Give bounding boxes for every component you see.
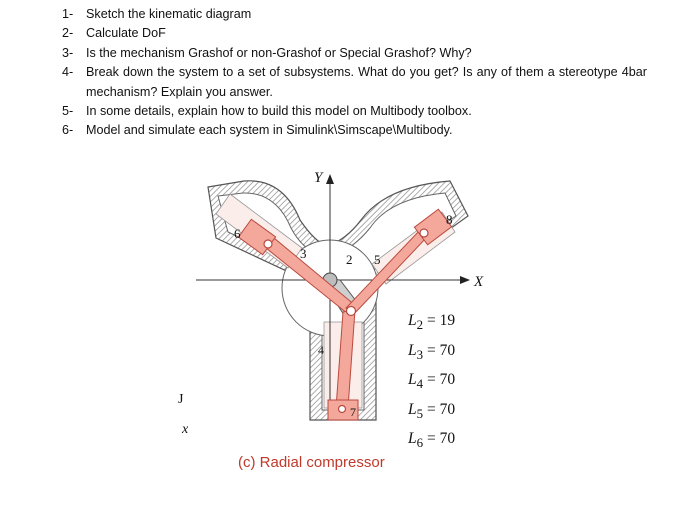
question-text: Break down the system to a set of subsystems. What do you get? Is any of them a stereotype 4bar mechanism? Explain you answer. [86,65,647,99]
y-axis-arrow [326,174,334,184]
question-number: 6- [62,123,74,138]
dim-value: = 70 [423,371,456,389]
question-list [62,5,647,141]
dim-subscript: 4 [416,376,424,392]
question-item [62,121,647,140]
link-label-4: 4 [318,343,324,357]
dimension-item [408,397,455,427]
link-label-3: 3 [300,246,307,261]
dimension-item [408,308,455,338]
dim-symbol: L [408,400,417,418]
dimension-item [408,338,455,368]
question-item [62,5,647,24]
dim-symbol: L [408,371,417,389]
question-text: Model and simulate each system in Simulink\Simscape\Multibody. [86,123,453,138]
dim-value: = 70 [423,341,456,359]
link-label-6: 6 [234,226,241,241]
question-text: Sketch the kinematic diagram [86,7,252,21]
question-item [62,24,647,43]
pin-joint [264,240,272,248]
dim-symbol: L [408,312,417,329]
question-number: 4- [62,65,74,80]
dim-symbol: L [408,430,417,448]
link-label-7: 7 [350,405,356,419]
pin-joint [339,406,346,413]
question-number: 5- [62,104,74,119]
dim-subscript: 6 [416,435,424,451]
question-number: 2- [62,26,74,41]
dimension-item [408,367,455,397]
dim-value: = 70 [423,430,456,448]
question-item [62,102,647,121]
side-x-mark: x [182,422,189,437]
y-axis-label: Y [314,170,323,186]
link-label-5: 5 [374,252,381,267]
dimension-list [408,308,455,456]
pin-joint [420,229,428,237]
dim-subscript: 2 [416,317,424,333]
side-bracket-mark: J [178,392,184,407]
x-axis-arrow [460,276,470,284]
dim-symbol: L [408,341,417,359]
question-text: Is the mechanism Grashof or non-Grashof or Special Grashof? Why? [86,45,472,60]
dim-subscript: 3 [416,346,424,362]
question-item [62,63,647,102]
question-text: In some details, explain how to build this model on Multibody toolbox. [86,104,472,119]
dim-value: = 19 [423,312,456,329]
dim-value: = 70 [423,400,456,418]
mechanism-figure [150,160,530,480]
question-text: Calculate DoF [86,26,166,41]
figure-caption: (c) Radial compressor [238,454,385,471]
question-item [62,44,647,63]
link-label-8: 8 [446,212,453,227]
x-axis-label: X [474,274,484,290]
dim-subscript: 5 [416,405,424,421]
mechanism-diagram [150,160,530,450]
question-number: 1- [62,7,74,21]
link-label-2: 2 [346,252,353,267]
question-number: 3- [62,45,74,60]
pin-joint [347,307,356,316]
dimension-item [408,426,455,456]
